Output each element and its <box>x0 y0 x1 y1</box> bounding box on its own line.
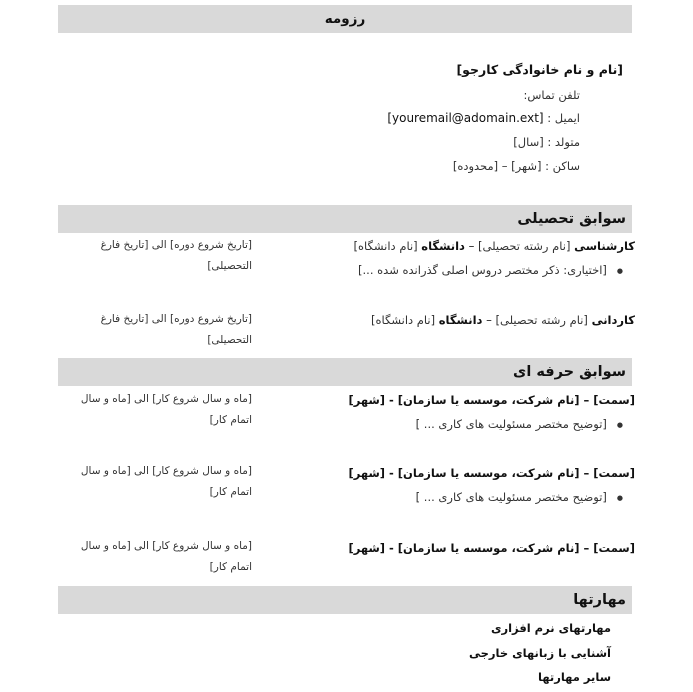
education-separator: – <box>486 313 492 327</box>
contact-birth: متولد : [سال] <box>513 135 580 149</box>
education-date-2 <box>72 309 252 351</box>
education-degree: کارشناسی <box>574 239 635 253</box>
education-date-2-line1: [تاریخ شروع دوره] الی [تاریخ فارغ <box>100 313 252 325</box>
contact-email-label: ایمیل : <box>547 111 580 125</box>
experience-date-1 <box>72 389 252 431</box>
experience-date-3-line1: [ماه و سال شروع کار] الی [ماه و سال <box>80 540 252 552</box>
experience-date-2-line2: اتمام کار] <box>209 486 252 498</box>
education-entry-1 <box>354 239 635 253</box>
contact-phone-label: تلفن تماس: <box>523 88 580 102</box>
education-university-label: دانشگاه <box>421 239 465 253</box>
education-university-label: دانشگاه <box>438 313 483 327</box>
experience-heading: سوابق حرفه ای <box>58 358 632 386</box>
experience-bullet-2: ● [توضیح مختصر مسئولیت های کاری ... ] <box>416 490 623 504</box>
experience-date-2 <box>72 461 252 503</box>
education-entry-2 <box>371 313 635 327</box>
skills-heading: مهارتها <box>58 586 632 614</box>
education-date-1-line2: التحصیلی] <box>207 260 252 272</box>
experience-date-1-line2: اتمام کار] <box>209 414 252 426</box>
page-title: رزومه <box>58 5 632 33</box>
experience-date-2-line1: [ماه و سال شروع کار] الی [ماه و سال <box>80 465 252 477</box>
contact-name: [نام و نام خانوادگی کارجو] <box>456 62 623 77</box>
education-date-1-line1: [تاریخ شروع دوره] الی [تاریخ فارغ <box>100 239 252 251</box>
education-university: [نام دانشگاه] <box>371 313 436 327</box>
skill-item-languages: آشنایی با زبانهای خارجی <box>468 646 611 660</box>
education-date-2-line2: التحصیلی] <box>207 334 252 346</box>
education-separator: – <box>468 239 475 253</box>
contact-residence: ساکن : [شهر] – [محدوده] <box>452 159 580 173</box>
experience-date-3-line2: اتمام کار] <box>209 561 252 573</box>
education-field: [نام رشته تحصیلی] <box>478 239 571 253</box>
education-field: [نام رشته تحصیلی] <box>495 313 588 327</box>
education-degree: کاردانی <box>591 313 635 327</box>
contact-email-row <box>387 111 580 125</box>
experience-title-3: [سمت] – [نام شرکت، موسسه یا سازمان] - [شهر] <box>348 541 635 555</box>
skill-item-software: مهارتهای نرم افزاری <box>490 621 611 635</box>
education-date-1 <box>72 235 252 277</box>
experience-date-1-line1: [ماه و سال شروع کار] الی [ماه و سال <box>80 393 252 405</box>
education-university: [نام دانشگاه] <box>353 239 418 253</box>
education-heading: سوابق تحصیلی <box>58 205 632 233</box>
skill-item-other: سایر مهارتها <box>538 670 611 684</box>
experience-title-1: [سمت] – [نام شرکت، موسسه یا سازمان] - [شهر] <box>348 393 635 407</box>
experience-bullet-1: ● [توضیح مختصر مسئولیت های کاری ... ] <box>416 417 623 431</box>
education-bullet-1: ● [اختیاری: ذکر مختصر دروس اصلی گذرانده شده ...] <box>358 263 623 277</box>
experience-title-2: [سمت] – [نام شرکت، موسسه یا سازمان] - [شهر] <box>348 466 635 480</box>
experience-date-3 <box>72 536 252 578</box>
contact-email: [youremail@adomain.ext] <box>387 111 544 125</box>
